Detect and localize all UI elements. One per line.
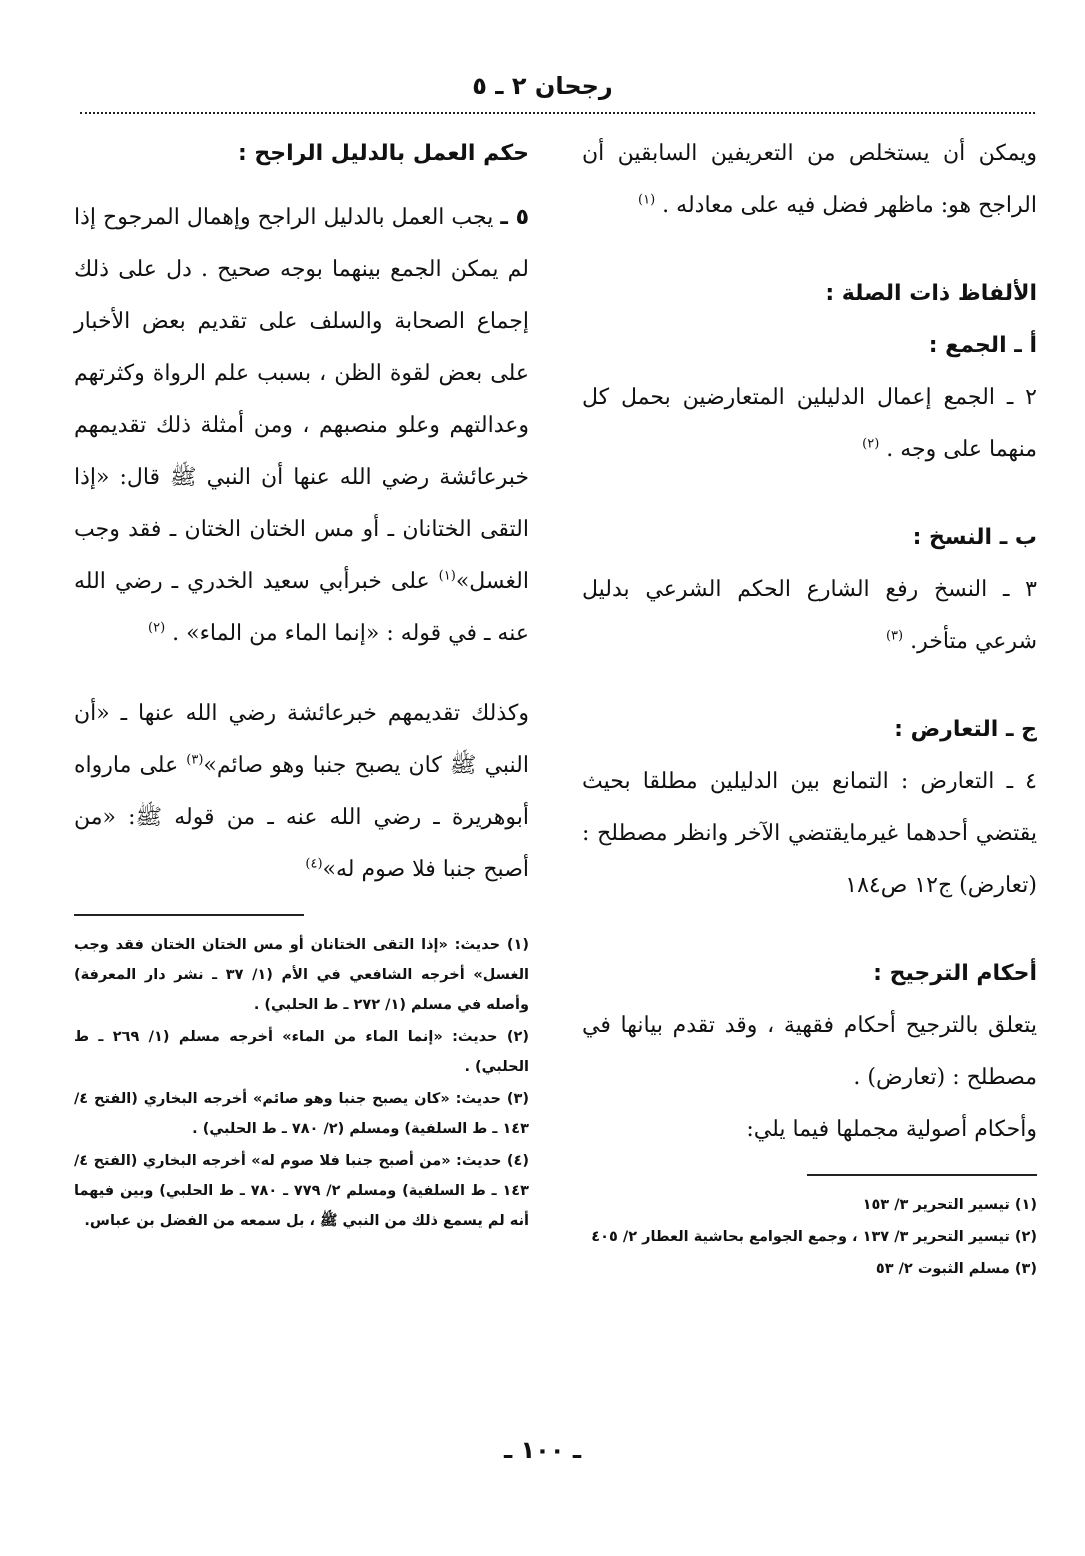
paragraph-6-text-a: وكذلك تقديمهم خبرعائشة رضي الله عنها ـ «أن النبي ﷺ كان يصبح جنبا وهو صائم»: [74, 701, 529, 778]
paragraph-taarud: ٤ ـ التعارض : التمانع بين الدليلين مطلقا بحيث يقتضي أحدهما غيرمايقتضي الآخر وانظر مصطلح : (تعارض) ج١٢ ص١٨٤: [582, 769, 1037, 898]
footnote-ref: (٣): [885, 628, 904, 644]
footnote-separator: [74, 914, 304, 916]
subheading-jam: أ ـ الجمع :: [928, 333, 1037, 358]
footnote: (٣) مسلم الثبوت ٢/ ٥٣: [875, 1261, 1037, 1277]
paragraph-tarjih-usul: وأحكام أصولية مجملها فيما يلي:: [746, 1117, 1037, 1142]
paragraph-6: [74, 688, 529, 896]
footnote-ref: (١): [438, 568, 456, 584]
footnote: (٢) تيسير التحرير ٣/ ١٣٧ ، وجمع الجوامع بحاشية العطار ٢/ ٤٠٥: [591, 1229, 1037, 1245]
subheading-naskh: ب ـ النسخ :: [912, 525, 1037, 550]
paragraph-jam: [582, 372, 1037, 476]
footnote: (١) تيسير التحرير ٣/ ١٥٣: [862, 1197, 1037, 1213]
footnote: (٢) حديث: «إنما الماء من الماء» أخرجه مسلم (١/ ٢٦٩ ـ ط الحلبي) .: [74, 1029, 529, 1075]
footnote-separator: [807, 1174, 1037, 1176]
page-number: ـ ١٠٠ ـ: [503, 1436, 582, 1464]
intro-text: ويمكن أن يستخلص من التعريفين السابقين أن الراجح هو: ماظهر فضل فيه على معادله .: [582, 141, 1037, 218]
footnote-ref: (٢): [148, 620, 166, 636]
paragraph-naskh-text: ٣ ـ النسخ رفع الشارع الحكم الشرعي بدليل شرعي متأخر.: [582, 577, 1037, 654]
paragraph-6-text-b: على مارواه أبوهريرة ـ رضي الله عنه ـ من قوله ﷺ: «من أصبح جنبا فلا صوم له»: [74, 753, 529, 882]
paragraph-naskh: [582, 564, 1037, 668]
footnote: (٣) حديث: «كان يصبح جنبا وهو صائم» أخرجه البخاري (الفتح ٤/ ١٤٣ ـ ط السلفية) ومسلم (٢/ ٧٨٠ ـ ط الحلبي) .: [74, 1091, 529, 1137]
footnote-ref: (٢): [862, 436, 880, 452]
paragraph-jam-text: ٢ ـ الجمع إعمال الدليلين المتعارضين بحمل كل منهما على وجه .: [582, 385, 1037, 462]
footnote-ref: (١): [638, 192, 656, 208]
footnote-ref: (٤): [305, 856, 323, 872]
footnote-ref: (٣): [186, 752, 204, 768]
paragraph-tarjih-fiqh: يتعلق بالترجيح أحكام فقهية ، وقد تقدم بيانها في مصطلح : (تعارض) .: [582, 1013, 1037, 1090]
running-header: رجحان ٢ ـ ٥: [472, 72, 613, 100]
paragraph-5-text-b: على خبرأبي سعيد الخدري ـ رضي الله عنه ـ في قوله : «إنما الماء من الماء» .: [74, 569, 529, 646]
footnote: (٤) حديث: «من أصبح جنبا فلا صوم له» أخرجه البخاري (الفتح ٤/ ١٤٣ ـ ط السلفية) ومسلم ٢/ ٧٧٩ ـ ٧٨٠ ـ ط الحلبي) وبين فيهما أنه لم يسمع ذلك من النبي ﷺ ، بل سمعه من الفضل بن عباس.: [74, 1153, 529, 1229]
section-heading-related-terms: الألفاظ ذات الصلة :: [825, 281, 1037, 306]
subheading-taarud: ج ـ التعارض :: [894, 717, 1037, 742]
section-heading-hukm: حكم العمل بالدليل الراجح :: [237, 141, 529, 166]
left-column: [74, 128, 529, 1238]
section-heading-tarjih-rulings: أحكام الترجيح :: [873, 961, 1037, 986]
header-rule: [80, 112, 1035, 114]
paragraph-5-text-a: يجب العمل بالدليل الراجح وإهمال المرجوح إذا لم يمكن الجمع بينهما بوجه صحيح . دل على ذلك إجماع الصحابة والسلف على تقديم بعض الأخبار على بعض لقوة الظن ، بسبب علم الرواة وكثرتهم وعدالتهم وعلو منصبهم ، ومن أمثلة ذلك تقديمهم خبرعائشة رضي الله عنها أن النبي ﷺ قال: «إذا التقى الختانان ـ أو مس الختان الختان ـ فقد وجب الغسل»: [74, 205, 529, 594]
right-column: [582, 128, 1037, 1286]
intro-paragraph: [582, 128, 1037, 232]
paragraph-number: ٥ ـ: [500, 205, 529, 230]
footnote: (١) حديث: «إذا التقى الختانان أو مس الختان الختان فقد وجب الغسل» أخرجه الشافعي في الأم (١/ ٣٧ ـ نشر دار المعرفة) وأصله في مسلم (١/ ٢٧٢ ـ ط الحلبي) .: [74, 937, 529, 1013]
paragraph-5: [74, 192, 529, 660]
